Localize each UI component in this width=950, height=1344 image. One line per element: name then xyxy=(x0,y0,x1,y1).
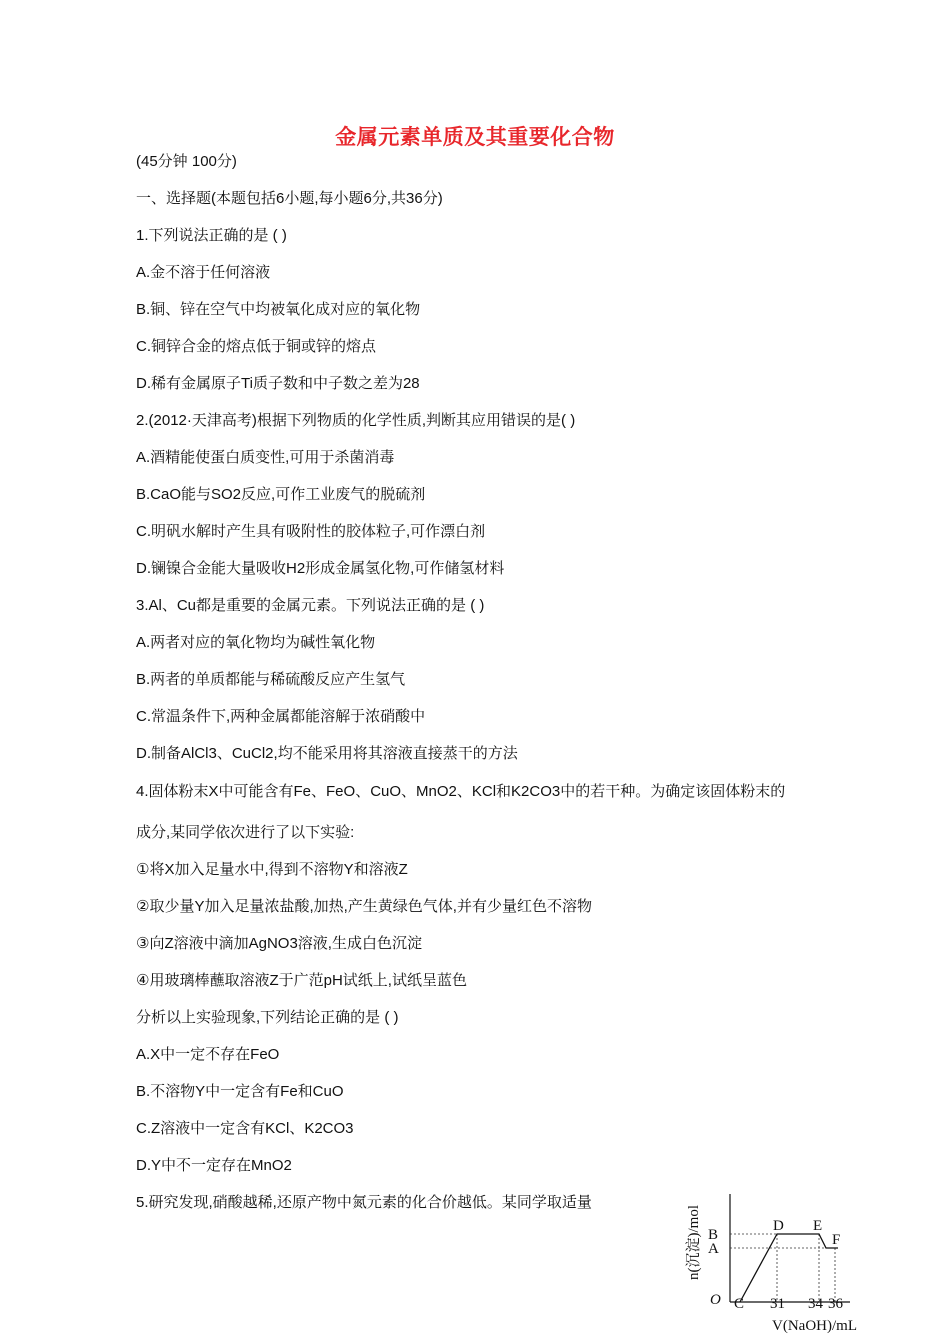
q2-option-b: B.CaO能与SO2反应,可作工业废气的脱硫剂 xyxy=(136,486,426,503)
label-a: A xyxy=(708,1241,719,1257)
q2-option-c: C.明矾水解时产生具有吸附性的胶体粒子,可作漂白剂 xyxy=(136,523,486,540)
q1-option-c: C.铜锌合金的熔点低于铜或锌的熔点 xyxy=(136,338,377,355)
origin-label: O xyxy=(710,1292,721,1308)
q3-option-a: A.两者对应的氧化物均为碱性氧化物 xyxy=(136,634,376,651)
question-1-stem: 1.下列说法正确的是 ( ) xyxy=(136,227,287,244)
document-title: 金属元素单质及其重要化合物 xyxy=(335,126,615,149)
q1-option-b: B.铜、锌在空气中均被氧化成对应的氧化物 xyxy=(136,301,421,318)
label-d: D xyxy=(773,1218,784,1234)
q4-step-2: ②取少量Y加入足量浓盐酸,加热,产生黄绿色气体,并有少量红色不溶物 xyxy=(136,898,592,915)
q4-step-3: ③向Z溶液中滴加AgNO3溶液,生成白色沉淀 xyxy=(136,935,422,952)
q4-option-b: B.不溶物Y中一定含有Fe和CuO xyxy=(136,1083,344,1100)
q1-option-a: A.金不溶于任何溶液 xyxy=(136,264,271,281)
x-tick-34: 34 xyxy=(808,1296,823,1312)
q4-option-a: A.X中一定不存在FeO xyxy=(136,1046,280,1063)
q2-option-a: A.酒精能使蛋白质变性,可用于杀菌消毒 xyxy=(136,449,395,466)
q3-option-d: D.制备AlCl3、CuCl2,均不能采用将其溶液直接蒸干的方法 xyxy=(136,745,518,762)
precipitate-graph xyxy=(680,1190,880,1344)
q1-option-d: D.稀有金属原子Ti质子数和中子数之差为28 xyxy=(136,375,420,392)
y-axis-label: n(沉淀)/mol xyxy=(686,1205,702,1280)
x-tick-31: 31 xyxy=(770,1296,785,1312)
q4-option-d: D.Y中不一定存在MnO2 xyxy=(136,1157,292,1174)
question-4-stem: 4.固体粉末X中可能含有Fe、FeO、CuO、MnO2、KCl和K2CO3中的若干种。为确定该固体粉末的 xyxy=(136,783,786,800)
question-5-stem: 5.研究发现,硝酸越稀,还原产物中氮元素的化合价越低。某同学取适量 xyxy=(136,1194,592,1211)
section-heading: 一、选择题(本题包括6小题,每小题6分,共36分) xyxy=(136,190,443,207)
q2-option-d: D.镧镍合金能大量吸收H2形成金属氢化物,可作储氢材料 xyxy=(136,560,505,577)
label-b: B xyxy=(708,1227,719,1243)
question-2-stem: 2.(2012·天津高考)根据下列物质的化学性质,判断其应用错误的是( ) xyxy=(136,412,576,429)
x-axis-label: V(NaOH)/mL xyxy=(772,1318,857,1334)
q4-step-1: ①将X加入足量水中,得到不溶物Y和溶液Z xyxy=(136,861,408,878)
label-e: E xyxy=(813,1218,823,1234)
label-f: F xyxy=(832,1232,841,1248)
label-c: C xyxy=(734,1296,745,1312)
precipitate-curve xyxy=(740,1232,841,1302)
question-3-stem: 3.Al、Cu都是重要的金属元素。下列说法正确的是 ( ) xyxy=(136,597,485,614)
exam-duration-score: (45分钟 100分) xyxy=(136,153,237,170)
q4-step-4: ④用玻璃棒蘸取溶液Z于广范pH试纸上,试纸呈蓝色 xyxy=(136,972,467,989)
q3-option-c: C.常温条件下,两种金属都能溶解于浓硝酸中 xyxy=(136,708,426,725)
q3-option-b: B.两者的单质都能与稀硫酸反应产生氢气 xyxy=(136,671,406,688)
q4-option-c: C.Z溶液中一定含有KCl、K2CO3 xyxy=(136,1120,354,1137)
q4-question: 分析以上实验现象,下列结论正确的是 ( ) xyxy=(136,1009,399,1026)
x-tick-36: 36 xyxy=(828,1296,843,1312)
question-4-stem-cont: 成分,某同学依次进行了以下实验: xyxy=(136,824,355,841)
